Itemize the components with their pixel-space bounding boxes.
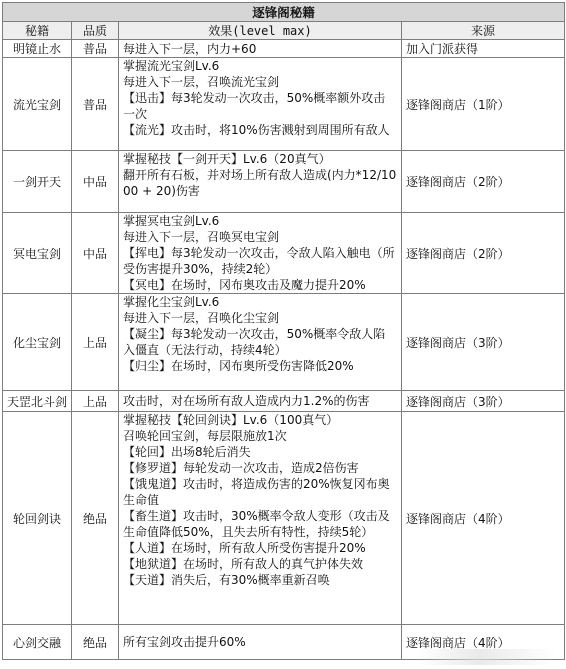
effect-line: 【凝尘】每3轮发动一次攻击，50%概率令敌人陷入僵直（无法行动，持续4轮） (123, 327, 386, 357)
book-name: 化尘宝剑 (3, 294, 72, 391)
effect-line: 翻开所有石板，并对场上所有敌人造成(内力*12/1000 + 20)伤害 (123, 168, 397, 198)
book-name: 心剑交融 (3, 625, 72, 660)
table-row (3, 40, 565, 58)
header-source: 来源 (402, 22, 565, 40)
table-row (3, 391, 565, 412)
effect-line: 【天道】消失后，有30%概率重新召唤 (123, 573, 330, 587)
effect-line: 每进入下一层，内力+60 (123, 41, 257, 56)
book-source: 逐锋阁商店（4阶） (402, 412, 565, 625)
effect-line: 召唤轮回宝剑，每层限施放1次 (123, 429, 287, 443)
book-source: 逐锋阁商店（4阶） (402, 625, 565, 660)
effect-line: 掌握化尘宝剑Lv.6 (123, 295, 220, 309)
book-quality: 上品 (72, 294, 119, 391)
effect-line: 攻击时，对在场所有敌人造成内力1.2%的伤害 (123, 394, 370, 408)
book-name: 轮回剑诀 (3, 412, 72, 625)
book-name: 冥电宝剑 (3, 213, 72, 294)
book-effect (119, 625, 402, 660)
effect-line: 掌握秘技【一剑开天】Lv.6（20真气） (123, 152, 331, 166)
effect-line: 每进入下一层，召唤冥电宝剑 (123, 230, 280, 244)
effect-line: 【挥电】每3轮发动一次攻击，令敌人陷入触电（所受伤害提升30%，持续2轮） (123, 246, 395, 276)
secret-books-table (2, 2, 565, 660)
header-name: 秘籍 (3, 22, 72, 40)
table-title: 逐锋阁秘籍 (3, 3, 565, 22)
table-body (3, 40, 565, 660)
book-quality: 中品 (72, 151, 119, 213)
book-quality: 绝品 (72, 625, 119, 660)
book-source: 逐锋阁商店（2阶） (402, 151, 565, 213)
effect-line: 【人道】在场时，所有敌人所受伤害提升20% (123, 541, 366, 555)
book-effect (119, 294, 402, 391)
effect-line: 【畜生道】攻击时，30%概率令敌人变形（攻击及生命值降低50%，且失去所有特性，持续5轮） (123, 509, 390, 539)
book-effect (119, 391, 402, 412)
book-quality: 普品 (72, 40, 119, 58)
book-effect (119, 58, 402, 151)
table-row (3, 151, 565, 213)
book-source: 逐锋阁商店（3阶） (402, 294, 565, 391)
effect-line: 【修罗道】每轮发动一次攻击，造成2倍伤害 (123, 461, 359, 475)
book-effect (119, 151, 402, 213)
effect-line: 所有宝剑攻击提升60% (123, 635, 246, 649)
effect-line: 掌握冥电宝剑Lv.6 (123, 214, 220, 228)
table-row (3, 58, 565, 151)
effect-line: 【饿鬼道】攻击时，将造成伤害的20%恢复冈布奥生命值 (123, 477, 390, 507)
book-source: 逐锋阁商店（3阶） (402, 391, 565, 412)
effect-line: 【流光】攻击时，将10%伤害溅射到周围所有敌人 (123, 123, 390, 137)
table-row (3, 412, 565, 625)
book-source: 逐锋阁商店（1阶） (402, 58, 565, 151)
book-quality: 中品 (72, 213, 119, 294)
book-effect (119, 213, 402, 294)
table-title-row (3, 3, 565, 22)
effect-line: 【迅击】每3轮发动一次攻击，50%概率额外攻击一次 (123, 91, 386, 121)
book-quality: 普品 (72, 58, 119, 151)
book-name: 一剑开天 (3, 151, 72, 213)
header-effect: 效果(level max) (119, 22, 402, 40)
effect-line: 每进入下一层，召唤化尘宝剑 (123, 311, 280, 325)
effect-line: 【地狱道】在场时，所有敌人的真气护体失效 (123, 557, 364, 571)
book-effect (119, 40, 402, 58)
book-name: 天罡北斗剑 (3, 391, 72, 412)
table-row (3, 294, 565, 391)
table-row (3, 213, 565, 294)
effect-line: 每进入下一层，召唤流光宝剑 (123, 75, 280, 89)
effect-line: 【轮回】出场8轮后消失 (123, 445, 251, 459)
header-quality: 品质 (72, 22, 119, 40)
effect-line: 掌握秘技【轮回剑诀】Lv.6（100真气） (123, 413, 339, 427)
book-source: 逐锋阁商店（2阶） (402, 213, 565, 294)
book-name: 明镜止水 (3, 40, 72, 58)
book-quality: 绝品 (72, 412, 119, 625)
table-header-row (3, 22, 565, 40)
watermark (416, 649, 556, 665)
book-name: 流光宝剑 (3, 58, 72, 151)
book-effect (119, 412, 402, 625)
effect-line: 【归尘】在场时，冈布奥所受伤害降低20% (123, 359, 354, 373)
book-source: 加入门派获得 (402, 40, 565, 58)
effect-line: 【冥电】在场时，冈布奥攻击及魔力提升20% (123, 278, 366, 292)
effect-line: 掌握流光宝剑Lv.6 (123, 59, 220, 73)
book-quality: 上品 (72, 391, 119, 412)
